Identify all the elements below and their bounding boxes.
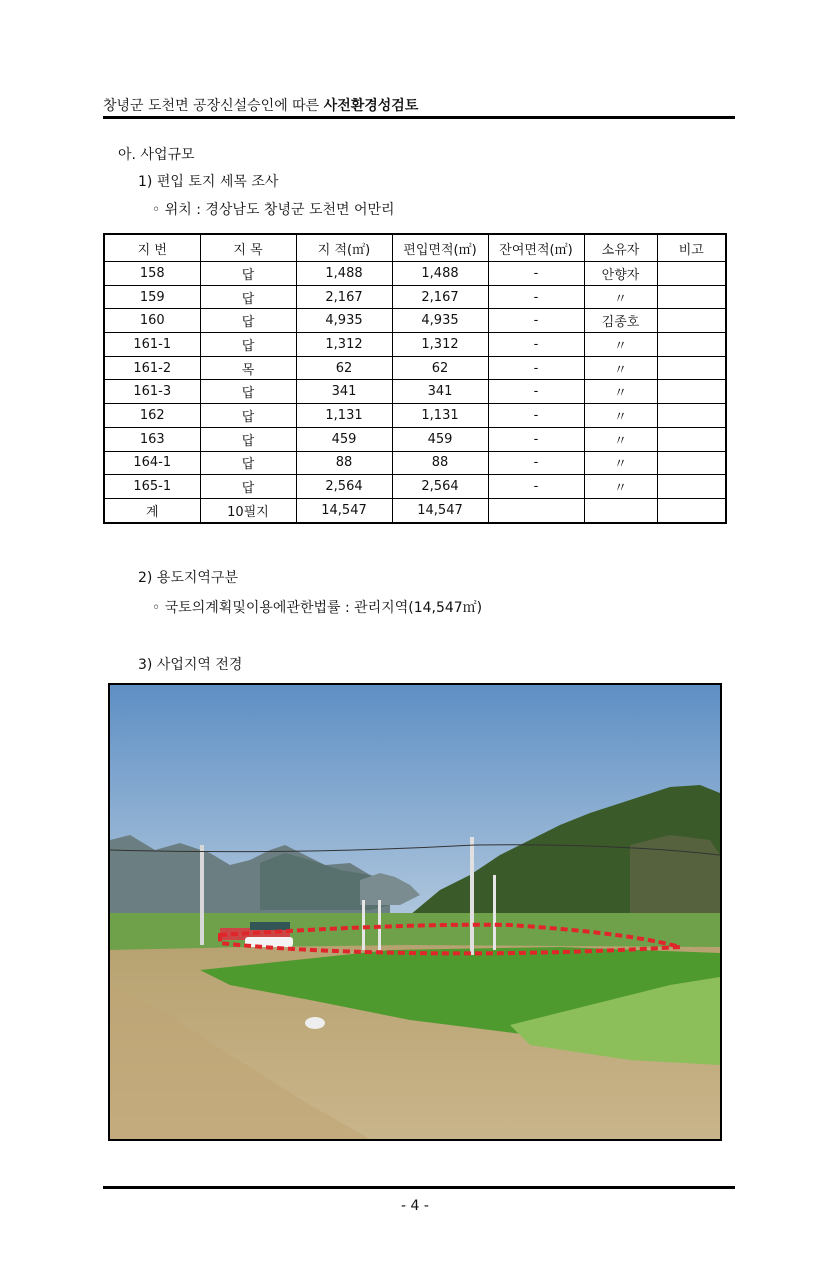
table-total-row <box>104 498 726 522</box>
table-cell: 〃 <box>584 380 657 404</box>
table-cell: 10필지 <box>200 498 296 522</box>
table-cell: - <box>488 451 584 475</box>
location-line: ◦ 위치 : 경상남도 창녕군 도천면 어만리 <box>152 202 395 218</box>
table-cell: 2,564 <box>392 475 488 499</box>
table-cell: 1,488 <box>296 262 392 286</box>
table-cell: - <box>488 427 584 451</box>
page-number: - 4 - <box>401 1198 429 1214</box>
table-cell: 〃 <box>584 404 657 428</box>
table-cell: - <box>488 380 584 404</box>
subsection-3-heading: 3) 사업지역 전경 <box>138 657 243 673</box>
table-cell: 2,167 <box>296 285 392 309</box>
table-cell: - <box>488 404 584 428</box>
table-row <box>104 427 726 451</box>
table-cell: 〃 <box>584 427 657 451</box>
site-photo-landscape <box>110 685 720 1139</box>
table-cell <box>657 285 726 309</box>
table-cell: 목 <box>200 356 296 380</box>
table-cell: 답 <box>200 475 296 499</box>
table-cell: 1,488 <box>392 262 488 286</box>
table-row <box>104 475 726 499</box>
table-cell: 〃 <box>584 475 657 499</box>
table-cell: 4,935 <box>392 309 488 333</box>
table-row <box>104 333 726 357</box>
table-cell: 답 <box>200 262 296 286</box>
white-bag <box>305 1017 325 1029</box>
col-header: 잔여면적(㎡) <box>488 234 584 262</box>
subsection-1-heading: 1) 편입 토지 세목 조사 <box>138 174 279 190</box>
land-parcel-table <box>103 233 727 524</box>
table-cell: 답 <box>200 309 296 333</box>
header-title-bold: 사전환경성검토 <box>323 98 419 114</box>
table-cell: - <box>488 262 584 286</box>
table-cell: 459 <box>392 427 488 451</box>
table-cell: - <box>488 309 584 333</box>
utility-pole <box>493 875 496 950</box>
table-cell: 62 <box>296 356 392 380</box>
table-header-row <box>104 234 726 262</box>
table-cell: 459 <box>296 427 392 451</box>
table-cell <box>657 427 726 451</box>
utility-pole <box>470 837 474 955</box>
utility-pole <box>362 900 365 950</box>
table-cell <box>657 475 726 499</box>
table-row <box>104 285 726 309</box>
table-cell: 341 <box>296 380 392 404</box>
table-cell: - <box>488 356 584 380</box>
table-cell: 〃 <box>584 333 657 357</box>
table-cell: 165-1 <box>104 475 200 499</box>
table-cell: 〃 <box>584 451 657 475</box>
table-cell: 62 <box>392 356 488 380</box>
footer-rule <box>103 1186 735 1189</box>
table-cell <box>657 451 726 475</box>
table-cell <box>657 309 726 333</box>
table-cell: 4,935 <box>296 309 392 333</box>
table-cell: - <box>488 475 584 499</box>
table-cell: 158 <box>104 262 200 286</box>
table-cell: 안향자 <box>584 262 657 286</box>
table-cell: - <box>488 333 584 357</box>
col-header: 지 적(㎡) <box>296 234 392 262</box>
section-heading: 아. 사업규모 <box>118 147 195 163</box>
table-cell <box>657 333 726 357</box>
table-row <box>104 309 726 333</box>
table-cell <box>584 498 657 522</box>
table-cell: 2,564 <box>296 475 392 499</box>
table-cell: 88 <box>392 451 488 475</box>
table-cell: 161-3 <box>104 380 200 404</box>
table-cell: 14,547 <box>392 498 488 522</box>
site-photo <box>108 683 722 1141</box>
table-cell: 답 <box>200 333 296 357</box>
table-cell: 1,312 <box>296 333 392 357</box>
utility-pole <box>200 845 204 945</box>
table-cell <box>657 498 726 522</box>
table-cell: 162 <box>104 404 200 428</box>
table-cell: 김종호 <box>584 309 657 333</box>
building-roof <box>250 922 290 930</box>
table-cell: 2,167 <box>392 285 488 309</box>
table-cell: 답 <box>200 285 296 309</box>
table-cell: 161-2 <box>104 356 200 380</box>
table-cell: 〃 <box>584 356 657 380</box>
table-cell <box>657 380 726 404</box>
table-cell: 160 <box>104 309 200 333</box>
table-row <box>104 356 726 380</box>
table-cell: 1,131 <box>296 404 392 428</box>
subsection-2-heading: 2) 용도지역구분 <box>138 570 238 586</box>
table-cell: 159 <box>104 285 200 309</box>
table-cell: 〃 <box>584 285 657 309</box>
table-cell: 답 <box>200 451 296 475</box>
table-cell: 163 <box>104 427 200 451</box>
table-cell: 답 <box>200 380 296 404</box>
table-row <box>104 451 726 475</box>
table-cell <box>488 498 584 522</box>
table-cell <box>657 356 726 380</box>
table-cell: 164-1 <box>104 451 200 475</box>
table-cell: 답 <box>200 427 296 451</box>
table-cell: - <box>488 285 584 309</box>
table-cell: 계 <box>104 498 200 522</box>
table-cell: 14,547 <box>296 498 392 522</box>
document-header <box>103 95 735 119</box>
col-header: 비고 <box>657 234 726 262</box>
col-header: 편입면적(㎡) <box>392 234 488 262</box>
table-cell: 1,131 <box>392 404 488 428</box>
col-header: 지 목 <box>200 234 296 262</box>
table-cell: 1,312 <box>392 333 488 357</box>
col-header: 지 번 <box>104 234 200 262</box>
col-header: 소유자 <box>584 234 657 262</box>
table-cell: 답 <box>200 404 296 428</box>
zoning-line: ◦ 국토의계획및이용에관한법률 : 관리지역(14,547㎡) <box>152 600 483 616</box>
table-cell <box>657 262 726 286</box>
table-row <box>104 380 726 404</box>
header-title-prefix: 창녕군 도천면 공장신설승인에 따른 <box>103 98 320 114</box>
table-cell: 88 <box>296 451 392 475</box>
table-cell: 161-1 <box>104 333 200 357</box>
table-cell <box>657 404 726 428</box>
table-row <box>104 404 726 428</box>
table-cell: 341 <box>392 380 488 404</box>
table-row <box>104 262 726 286</box>
